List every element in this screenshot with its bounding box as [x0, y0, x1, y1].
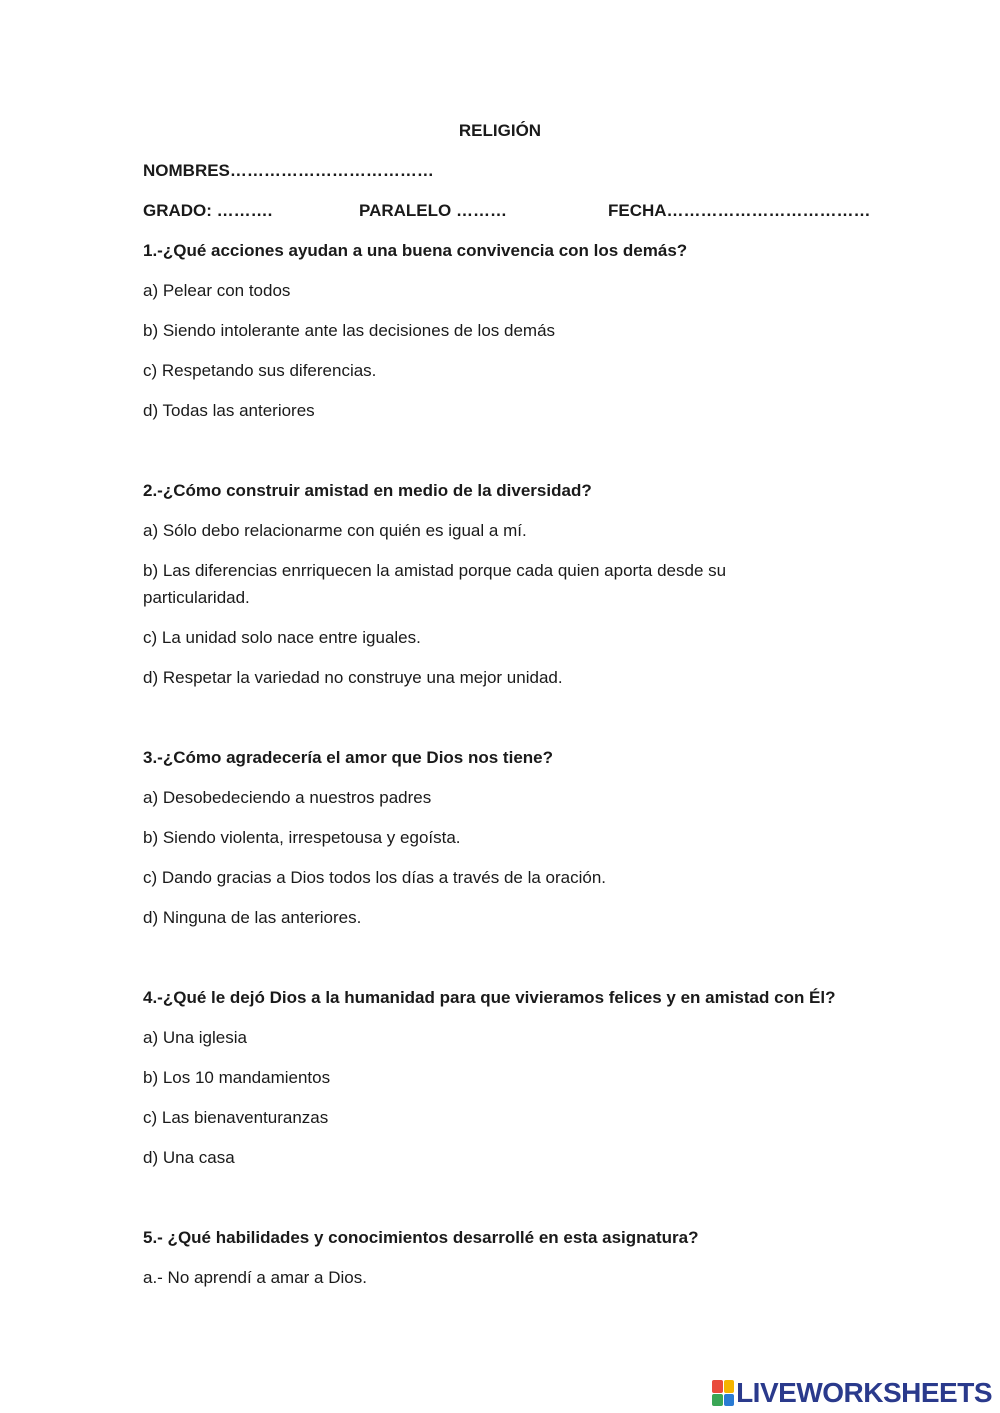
question-3-option-d: d) Ninguna de las anteriores.: [143, 908, 362, 927]
question-2-option-a: a) Sólo debo relacionarme con quién es igual a mí.: [143, 521, 527, 540]
question-1-option-b: b) Siendo intolerante ante las decisiones de los demás: [143, 321, 556, 340]
question-3: 3.-¿Cómo agradecería el amor que Dios nos tiene?: [143, 748, 553, 767]
paralelo-field: PARALELO ………: [359, 201, 507, 220]
fecha-field: FECHA………………………………: [608, 201, 871, 220]
liveworksheets-logo: [712, 1378, 992, 1408]
question-5-option-a: a.- No aprendí a amar a Dios.: [143, 1268, 367, 1287]
question-2-option-d: d) Respetar la variedad no construye una mejor unidad.: [143, 668, 563, 687]
question-3-option-b: b) Siendo violenta, irrespetousa y egoísta.: [143, 828, 461, 847]
liveworksheets-wordmark: LIVEWORKSHEETS: [736, 1377, 992, 1408]
question-4: 4.-¿Qué le dejó Dios a la humanidad para que vivieramos felices y en amistad con Él?: [143, 988, 836, 1007]
question-4-option-c: c) Las bienaventuranzas: [143, 1108, 329, 1127]
question-2-option-c: c) La unidad solo nace entre iguales.: [143, 628, 421, 647]
question-2: 2.-¿Cómo construir amistad en medio de la diversidad?: [143, 481, 592, 500]
question-5: 5.- ¿Qué habilidades y conocimientos desarrollé en esta asignatura?: [143, 1228, 699, 1247]
question-1-option-a: a) Pelear con todos: [143, 281, 291, 300]
question-3-option-c: c) Dando gracias a Dios todos los días a través de la oración.: [143, 868, 607, 887]
grado-field: GRADO: ……….: [143, 201, 273, 220]
page-title: RELIGIÓN: [458, 121, 542, 140]
question-2-option-b: b) Las diferencias enrriquecen la amistad porque cada quien aporta desde su particularidad.: [143, 561, 727, 607]
question-3-option-a: a) Desobedeciendo a nuestros padres: [143, 788, 432, 807]
question-1-option-d: d) Todas las anteriores: [143, 401, 315, 420]
question-4-option-b: b) Los 10 mandamientos: [143, 1068, 331, 1087]
liveworksheets-logo-icon: [712, 1380, 734, 1406]
nombres-field: NOMBRES………………………………: [143, 161, 434, 180]
question-4-option-a: a) Una iglesia: [143, 1028, 247, 1047]
question-4-option-d: d) Una casa: [143, 1148, 235, 1167]
question-1-option-c: c) Respetando sus diferencias.: [143, 361, 377, 380]
question-1: 1.-¿Qué acciones ayudan a una buena convivencia con los demás?: [143, 241, 688, 260]
